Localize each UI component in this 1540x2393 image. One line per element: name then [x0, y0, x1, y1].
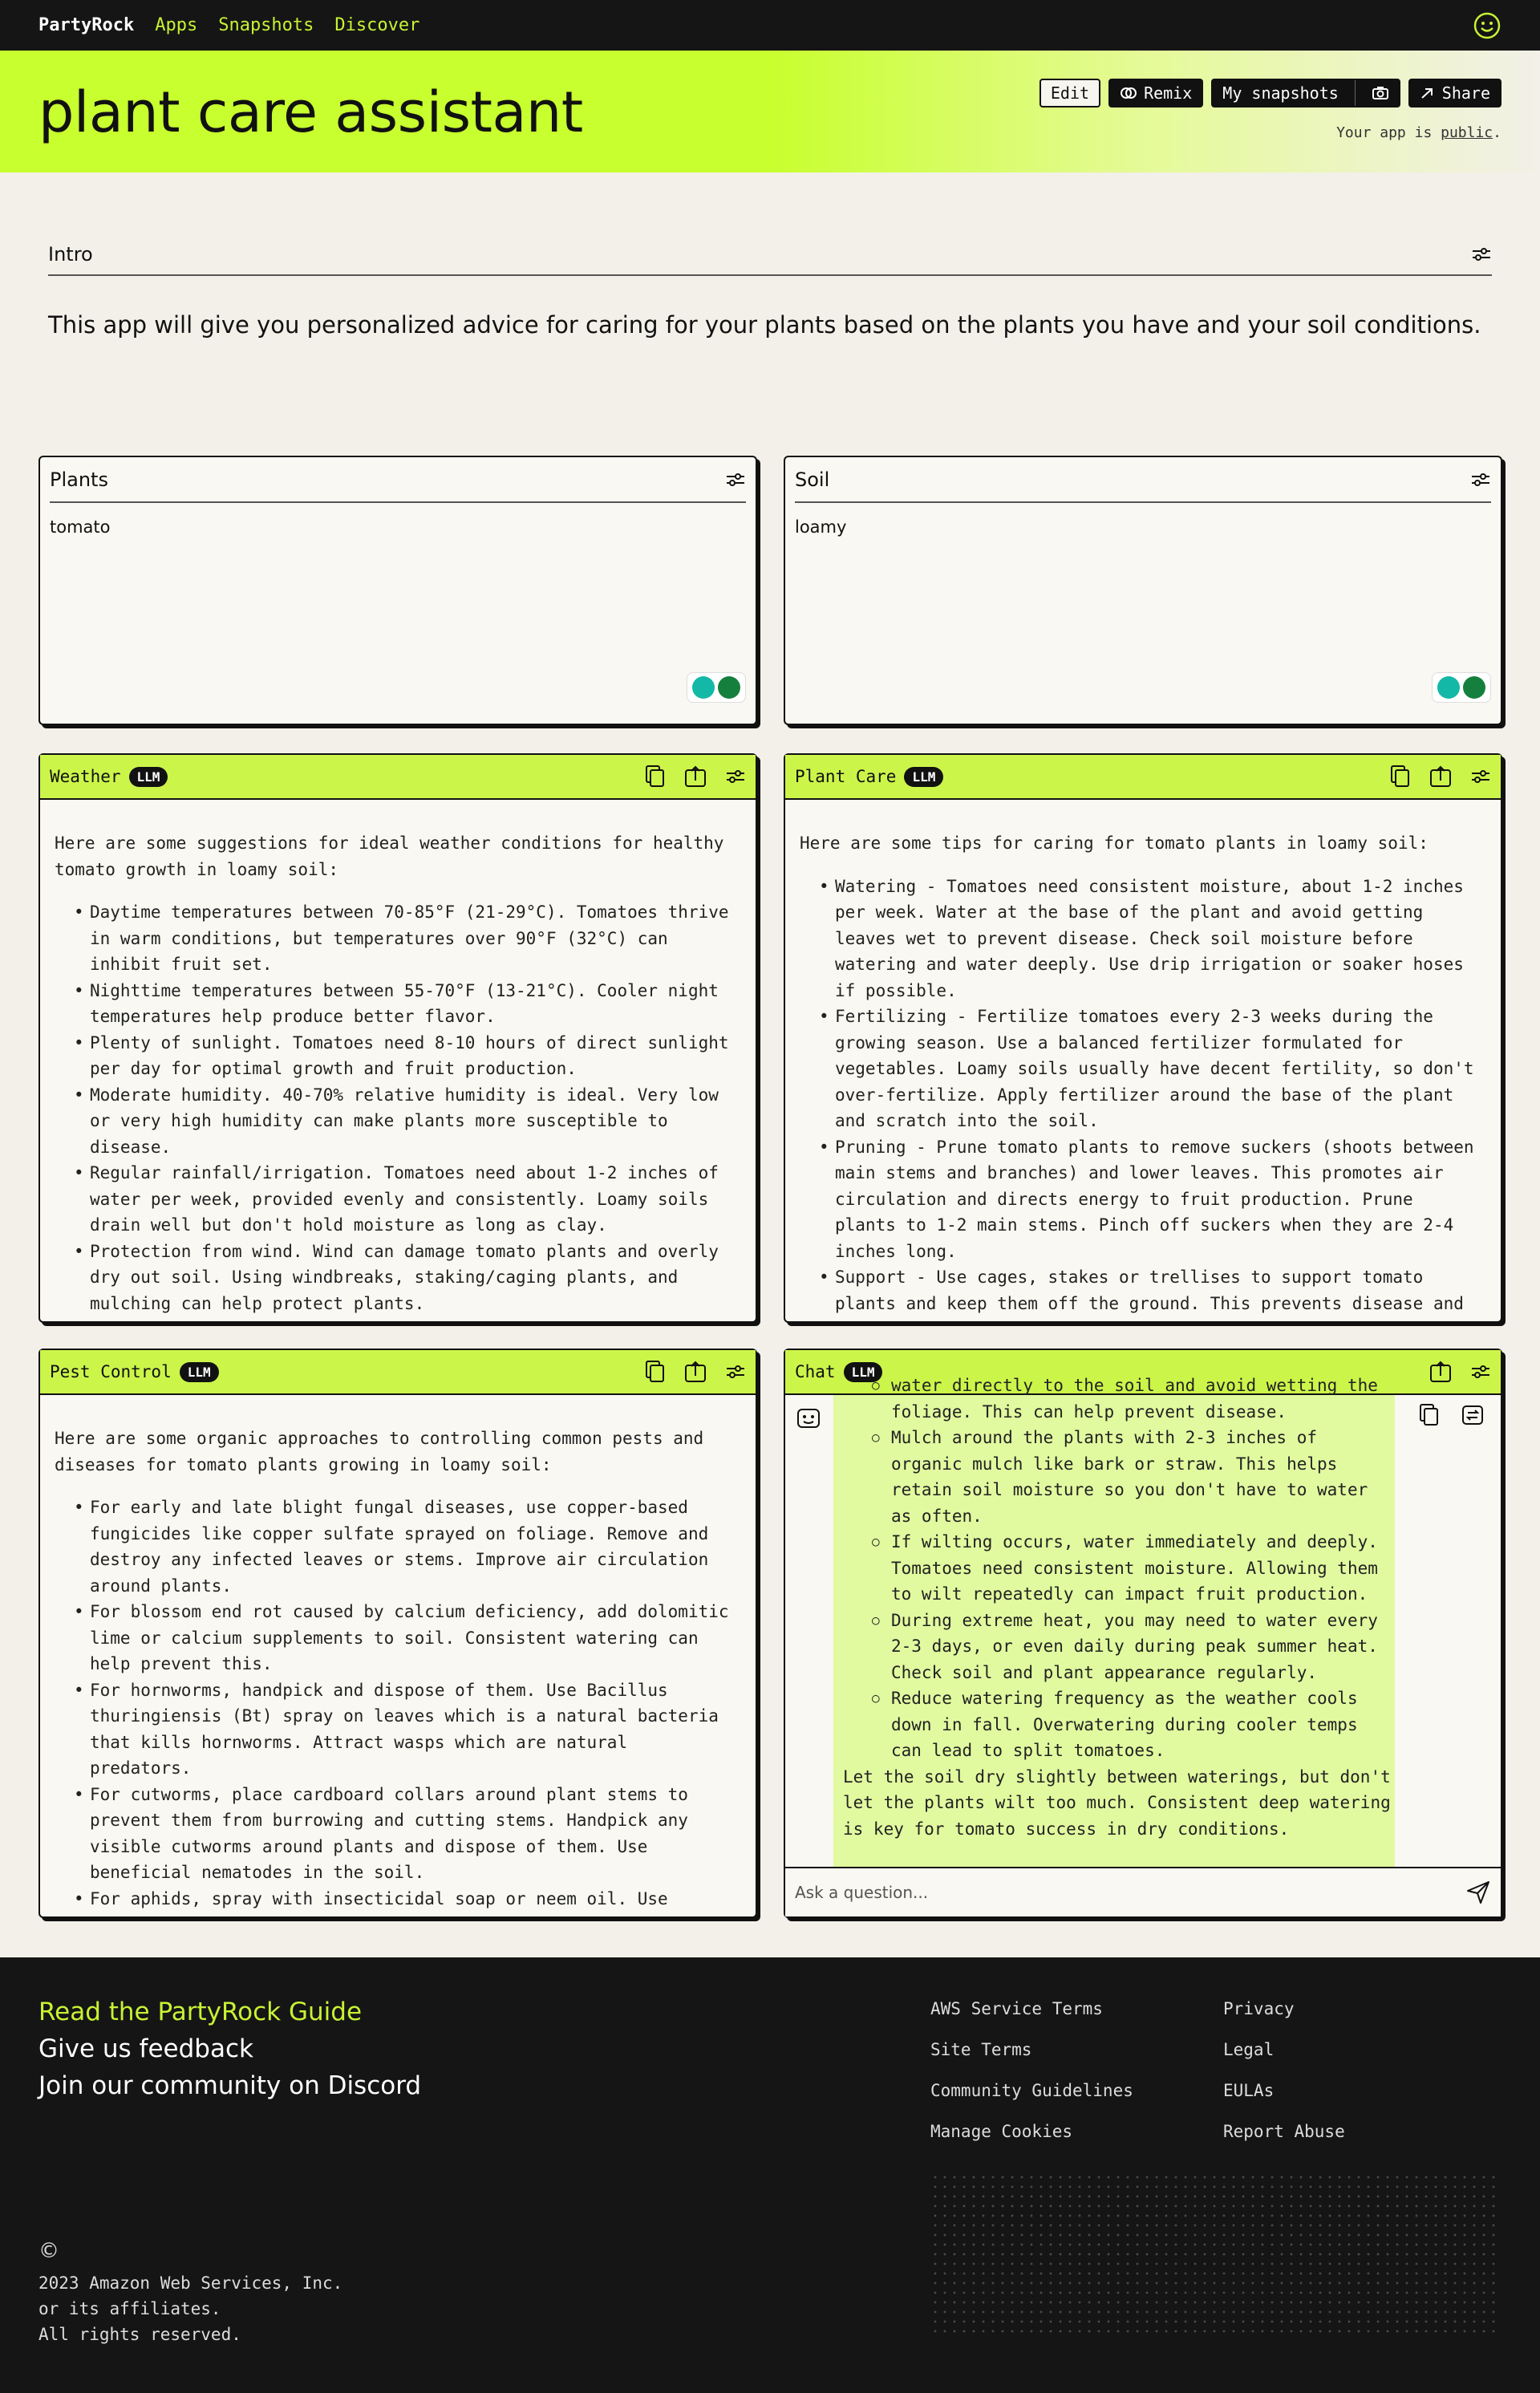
header-actions: [1040, 79, 1502, 107]
plants-input[interactable]: tomato: [50, 517, 111, 537]
settings-sliders-icon[interactable]: [725, 1363, 746, 1381]
share-label: Share: [1441, 83, 1490, 103]
weather-widget: [38, 753, 757, 1323]
eulas-link[interactable]: EULAs: [1223, 2081, 1275, 2100]
weather-header: [40, 755, 756, 800]
weather-list: [55, 899, 736, 1316]
community-guidelines-link[interactable]: Community Guidelines: [930, 2081, 1133, 2100]
app-header: [0, 51, 1540, 172]
weather-label: Weather: [50, 767, 121, 786]
weather-actions: [643, 765, 746, 789]
site-terms-link[interactable]: Site Terms: [930, 2040, 1032, 2059]
pest-control-header: [40, 1350, 756, 1395]
snapshots-button-group: [1211, 79, 1400, 107]
grammarly-icon[interactable]: [1463, 676, 1485, 699]
list-item: • Pruning - Prune tomato plants to remove suckers (shoots between main stems and branches) and lower leaves. This promotes air circulation and directs energy to fruit production. Prune plants to 1-2 main stems. Pinch off suckers when they are 2-4 inches long.: [835, 1134, 1481, 1265]
remix-label: Remix: [1144, 83, 1193, 103]
plant-care-widget: [784, 753, 1502, 1323]
pest-control-label: Pest Control: [50, 1362, 172, 1381]
nav-link-discover[interactable]: Discover: [334, 15, 420, 35]
list-item: • For early and late blight fungal diseases, use copper-based fungicides like copper sulfate sprayed on foliage. Remove and destroy any infected leaves or stems. Improve air circulation around plants.: [90, 1495, 736, 1599]
plants-widget: [38, 456, 757, 725]
plant-care-label: Plant Care: [795, 767, 897, 786]
guide-link[interactable]: Read the PartyRock Guide: [38, 1998, 363, 2026]
weather-output: [40, 800, 756, 1316]
top-nav: [0, 0, 1540, 51]
export-icon[interactable]: [1429, 765, 1453, 789]
copy-icon[interactable]: [1417, 1403, 1440, 1427]
plants-header: [50, 457, 746, 503]
grammarly-icon[interactable]: [718, 676, 740, 699]
share-button[interactable]: [1408, 79, 1502, 107]
remix-icon: [1120, 86, 1137, 100]
settings-sliders-icon[interactable]: [725, 768, 746, 785]
pest-control-intro: Here are some organic approaches to controlling common pests and diseases for tomato plants growing in loamy soil:: [55, 1429, 704, 1474]
public-link[interactable]: public: [1441, 124, 1493, 141]
list-item: • Plenty of sunlight. Tomatoes need 8-10 hours of direct sunlight per day for optimal growth and fruit production.: [90, 1030, 736, 1082]
copy-icon[interactable]: [1388, 765, 1411, 789]
chat-message-text: [843, 1373, 1395, 1842]
llm-badge: LLM: [180, 1362, 219, 1382]
list-item: • Regular rainfall/irrigation. Tomatoes need about 1-2 inches of water per week, provided evenly and consistently. Loamy soils drain well but don't hold moisture as long as clay.: [90, 1160, 736, 1239]
soil-header: [795, 457, 1491, 503]
pest-control-list: [55, 1495, 736, 1912]
grammarly-widget[interactable]: [687, 672, 746, 703]
plant-care-list: [800, 874, 1481, 1317]
app-title: plant care assistant: [38, 79, 583, 145]
list-item: • Nighttime temperatures between 55-70°F (13-21°C). Cooler night temperatures help produce better flavor.: [90, 978, 736, 1030]
legal-link[interactable]: Legal: [1223, 2040, 1275, 2059]
export-icon[interactable]: [683, 1360, 707, 1384]
camera-icon: [1372, 86, 1389, 100]
list-item: • Support - Use cages, stakes or trellises to support tomato plants and keep them off the ground. This prevents disease and: [835, 1264, 1481, 1316]
soil-widget: [784, 456, 1502, 725]
copyright-line: All rights reserved.: [38, 2325, 241, 2344]
settings-sliders-icon[interactable]: [1471, 245, 1492, 263]
copyright: [38, 2238, 342, 2347]
list-item: • Daytime temperatures between 70-85°F (21-29°C). Tomatoes thrive in warm conditions, but temperatures over 90°F (32°C) can inhibit fruit set.: [90, 899, 736, 978]
copyright-symbol: ©: [38, 2239, 59, 2263]
message-actions: [1417, 1403, 1485, 1427]
list-item: • Fertilizing - Fertilize tomatoes every 2-3 weeks during the growing season. Use a balanced fertilizer formulated for vegetables. Loamy soils usually have decent fertility, so don't over-fertilize. Apply fertilizer around the base of the plant and scratch into the soil.: [835, 1004, 1481, 1134]
list-item: ○ Mulch around the plants with 2-3 inches of organic mulch like bark or straw. This helps retain soil moisture so you don't have to water as often.: [891, 1425, 1395, 1529]
visibility-suffix: .: [1493, 124, 1502, 141]
visibility-prefix: Your app is: [1336, 124, 1441, 141]
feedback-link[interactable]: Give us feedback: [38, 2034, 253, 2063]
plant-care-header: [785, 755, 1501, 800]
list-item-clipped: [891, 1373, 1395, 1425]
visibility-note: [1336, 124, 1502, 141]
list-item: • For aphids, spray with insecticidal soap or neem oil. Use: [90, 1886, 736, 1912]
footer: [0, 1957, 1540, 2393]
pest-control-output: [40, 1395, 756, 1912]
list-item: ○ If wilting occurs, water immediately and deeply. Tomatoes need consistent moisture. Allowing them to wilt repeatedly can impact fruit production.: [891, 1529, 1395, 1608]
divider: [1355, 80, 1356, 106]
llm-badge: LLM: [129, 767, 168, 787]
llm-badge: LLM: [904, 767, 943, 787]
chat-widget: [784, 1349, 1502, 1918]
list-item: • Moderate humidity. 40-70% relative humidity is ideal. Very low or very high humidity can make plants more susceptible to disease.: [90, 1082, 736, 1161]
bot-icon: [796, 1406, 821, 1430]
chat-input[interactable]: Ask a question...: [795, 1883, 929, 1902]
lightbulb-icon[interactable]: [1437, 676, 1460, 699]
brand-logo[interactable]: PartyRock: [38, 15, 135, 35]
decorative-dot-grid: [930, 2172, 1502, 2333]
weather-intro: Here are some suggestions for ideal weather conditions for healthy tomato growth in loamy soil:: [55, 833, 724, 879]
intro-label: Intro: [48, 243, 93, 266]
list-item: • Protection from wind. Wind can damage tomato plants and overly dry out soil. Using windbreaks, staking/caging plants, and mulching can help protect plants.: [90, 1239, 736, 1317]
pest-control-actions: [643, 1360, 746, 1384]
plant-care-intro: Here are some tips for caring for tomato plants in loamy soil:: [800, 833, 1429, 853]
chat-label: Chat: [795, 1362, 836, 1381]
soil-input[interactable]: loamy: [795, 517, 847, 537]
plant-care-actions: [1388, 765, 1491, 789]
copyright-line: or its affiliates.: [38, 2299, 221, 2318]
edit-button[interactable]: [1040, 79, 1100, 107]
copy-icon[interactable]: [643, 1360, 666, 1384]
settings-sliders-icon[interactable]: [1470, 768, 1491, 785]
nav-link-snapshots[interactable]: Snapshots: [218, 15, 314, 35]
plant-care-output: [785, 800, 1501, 1316]
chat-actions: [1429, 1360, 1491, 1384]
intro-header: [48, 234, 1492, 276]
footer-legal-links: [930, 1996, 1464, 2145]
footer-primary-links: [38, 1998, 421, 2108]
edit-label: Edit: [1050, 83, 1090, 103]
settings-sliders-icon[interactable]: [725, 471, 746, 489]
settings-sliders-icon[interactable]: [1470, 471, 1491, 489]
lightbulb-icon[interactable]: [692, 676, 715, 699]
discord-link[interactable]: Join our community on Discord: [38, 2071, 422, 2100]
chat-input-bar[interactable]: [785, 1867, 1501, 1916]
grammarly-widget[interactable]: [1432, 672, 1491, 703]
list-item: • For blossom end rot caused by calcium deficiency, add dolomitic lime or calcium supplements to soil. Consistent watering can help prevent this.: [90, 1599, 736, 1677]
retry-icon[interactable]: [1461, 1403, 1485, 1427]
copy-icon[interactable]: [643, 765, 666, 789]
chat-list: [843, 1373, 1395, 1764]
my-snapshots-button[interactable]: My snapshots: [1222, 83, 1339, 103]
manage-cookies-link[interactable]: Manage Cookies: [930, 2122, 1073, 2141]
settings-sliders-icon[interactable]: [1470, 1363, 1491, 1381]
pest-control-widget: [38, 1349, 757, 1918]
list-item: • Watering - Tomatoes need consistent moisture, about 1-2 inches per week. Water at the base of the plant and avoid getting leaves wet to prevent disease. Check soil moisture before watering and water deeply. Use drip irrigation or soaker hoses if possible.: [835, 874, 1481, 1004]
share-arrow-icon: [1420, 86, 1436, 100]
export-icon[interactable]: [1429, 1360, 1453, 1384]
chat-closing: Let the soil dry slightly between waterings, but don't let the plants wilt too much. Consistent deep watering is key for tomato success in dry conditions.: [843, 1766, 1391, 1839]
take-snapshot-button[interactable]: [1362, 80, 1399, 106]
plants-label: Plants: [50, 468, 108, 491]
remix-button[interactable]: [1108, 79, 1203, 107]
clipped-line: water directly to the soil and avoid wetting the: [891, 1376, 1378, 1395]
report-abuse-link[interactable]: Report Abuse: [1223, 2122, 1345, 2141]
list-item: • For hornworms, handpick and dispose of them. Use Bacillus thuringiensis (Bt) spray on leaves which is a natural bacteria that kills hornworms. Attract wasps which are natural predators.: [90, 1677, 736, 1782]
nav-link-apps[interactable]: Apps: [155, 15, 198, 35]
send-icon[interactable]: [1465, 1880, 1491, 1905]
llm-badge: LLM: [844, 1362, 883, 1382]
aws-service-terms-link[interactable]: AWS Service Terms: [930, 1999, 1103, 2018]
soil-label: Soil: [795, 468, 830, 491]
smiley-icon[interactable]: [1473, 11, 1502, 40]
list-item: ○ Reduce watering frequency as the weather cools down in fall. Overwatering during cooler temps can lead to split tomatoes.: [891, 1685, 1395, 1764]
list-item: ○ During extreme heat, you may need to water every 2-3 days, or even daily during peak summer heat. Check soil and plant appearance regularly.: [891, 1608, 1395, 1686]
list-item: • For cutworms, place cardboard collars around plant stems to prevent them from burrowing and cutting stems. Handpick any visible cutworms around plants and dispose of them. Use beneficial nematodes in the soil.: [90, 1782, 736, 1886]
chat-message: [833, 1376, 1395, 1876]
copyright-line: 2023 Amazon Web Services, Inc.: [38, 2273, 343, 2293]
intro-text: This app will give you personalized advice for caring for your plants based on the plants you have and your soil conditions.: [48, 311, 1481, 339]
first-line: foliage. This can help prevent disease.: [891, 1401, 1287, 1422]
privacy-link[interactable]: Privacy: [1223, 1999, 1295, 2018]
export-icon[interactable]: [683, 765, 707, 789]
